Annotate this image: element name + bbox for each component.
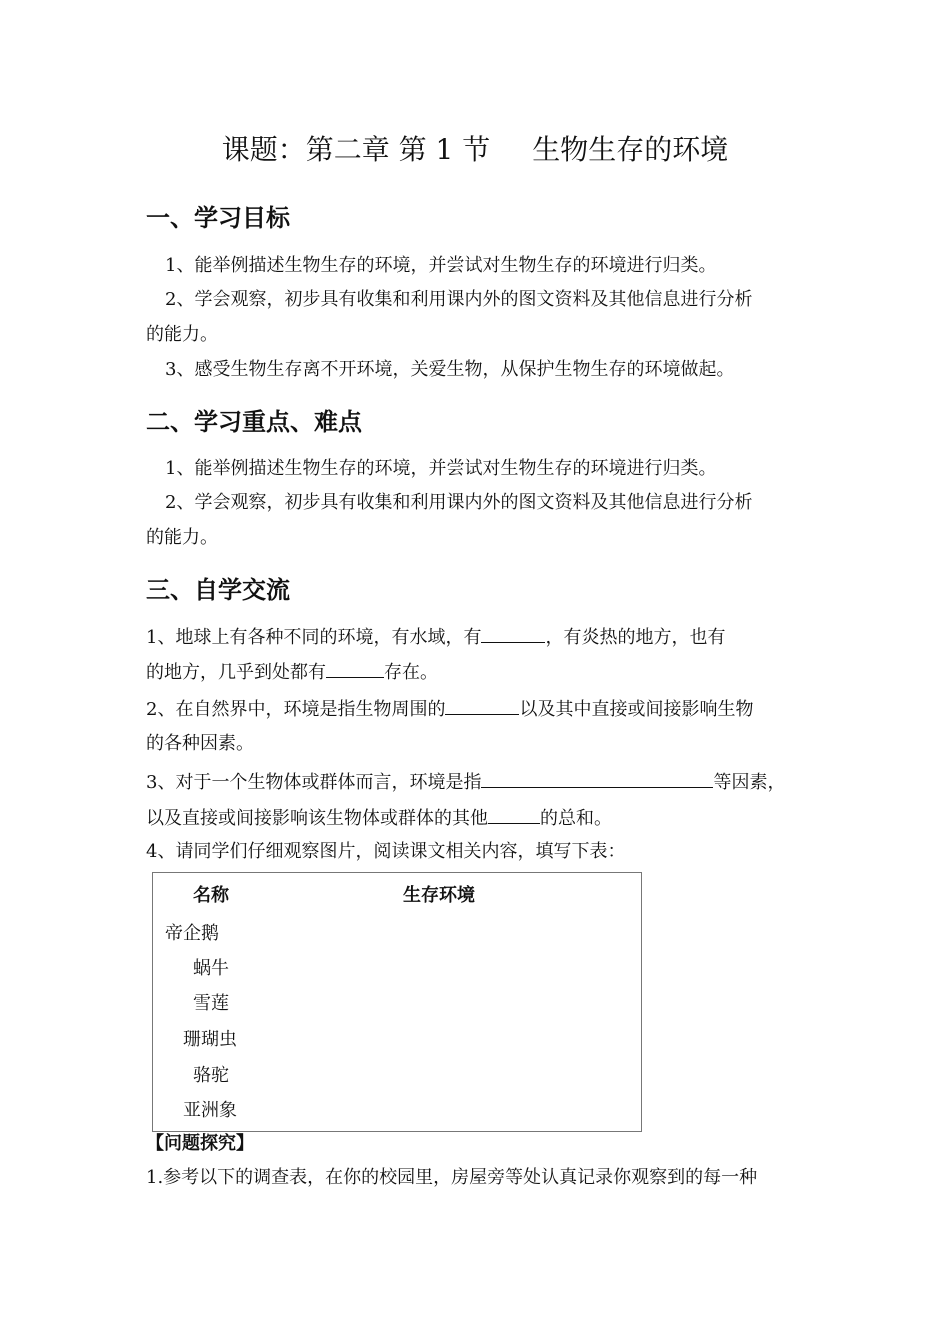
question-1-line-2	[146, 659, 438, 685]
table-row-name: 雪莲	[193, 993, 229, 1014]
table-row-name: 珊瑚虫	[183, 1029, 237, 1050]
key-point-item-1: 1、能举例描述生物生存的环境，并尝试对生物生存的环境进行归类。	[165, 458, 717, 479]
question-4: 4、请同学们仔细观察图片，阅读课文相关内容，填写下表：	[146, 841, 626, 862]
table-header-name: 名称	[193, 885, 229, 906]
q3-text-d: 的总和。	[540, 808, 612, 829]
q1-text-a: 1、地球上有各种不同的环境，有水域，有	[146, 627, 482, 648]
page-title	[0, 128, 950, 168]
title-topic: 生物生存的环境	[532, 133, 729, 166]
q1-blank-1[interactable]	[481, 624, 545, 643]
key-point-item-2: 2、学会观察，初步具有收集和利用课内外的图文资料及其他信息进行分析	[165, 492, 753, 513]
table-row-name: 蜗牛	[193, 958, 229, 979]
question-2-line-1	[146, 696, 753, 722]
question-3-line-2	[146, 805, 612, 831]
q1-text-b: ，有炎热的地方，也有	[545, 627, 726, 648]
q2-blank-1[interactable]	[445, 696, 519, 715]
table-row-name: 骆驼	[193, 1065, 229, 1086]
objective-item-3: 3、感受生物生存离不开环境，关爱生物，从保护生物生存的环境做起。	[165, 359, 735, 380]
question-1-line-1	[146, 624, 725, 650]
q2-text-b: 以及其中直接或间接影响生物	[519, 699, 754, 720]
q3-blank-1[interactable]	[481, 769, 713, 788]
objective-item-1: 1、能举例描述生物生存的环境，并尝试对生物生存的环境进行归类。	[165, 255, 717, 276]
q1-blank-2[interactable]	[326, 659, 384, 678]
q3-text-a: 3、对于一个生物体或群体而言，环境是指	[146, 772, 482, 793]
question-2-line-2: 的各种因素。	[146, 733, 254, 754]
q1-text-d: 存在。	[384, 662, 438, 683]
title-chapter: 课题：第二章 第 1 节	[221, 133, 491, 166]
inquiry-question-1: 1.参考以下的调查表，在你的校园里，房屋旁等处认真记录你观察到的每一种	[146, 1167, 758, 1188]
q3-blank-2[interactable]	[488, 805, 540, 824]
inquiry-heading: 【问题探究】	[146, 1133, 254, 1154]
objective-item-2: 2、学会观察，初步具有收集和利用课内外的图文资料及其他信息进行分析	[165, 289, 753, 310]
key-point-item-2-cont: 的能力。	[146, 527, 218, 548]
section-heading-self-study: 三、自学交流	[146, 576, 290, 604]
table-header-habitat: 生存环境	[403, 885, 475, 906]
q3-text-b: 等因素，	[713, 772, 786, 793]
table-row-name: 亚洲象	[183, 1100, 237, 1121]
question-3-line-1	[146, 769, 785, 795]
section-heading-objectives: 一、学习目标	[146, 204, 290, 232]
objective-item-2-cont: 的能力。	[146, 324, 218, 345]
q2-text-a: 2、在自然界中，环境是指生物周围的	[146, 699, 446, 720]
habitat-table	[152, 872, 642, 1132]
q1-text-c: 的地方，几乎到处都有	[146, 662, 326, 683]
section-heading-key-points: 二、学习重点、难点	[146, 408, 362, 436]
table-row-name: 帝企鹅	[165, 923, 219, 944]
q3-text-c: 以及直接或间接影响该生物体或群体的其他	[146, 808, 488, 829]
